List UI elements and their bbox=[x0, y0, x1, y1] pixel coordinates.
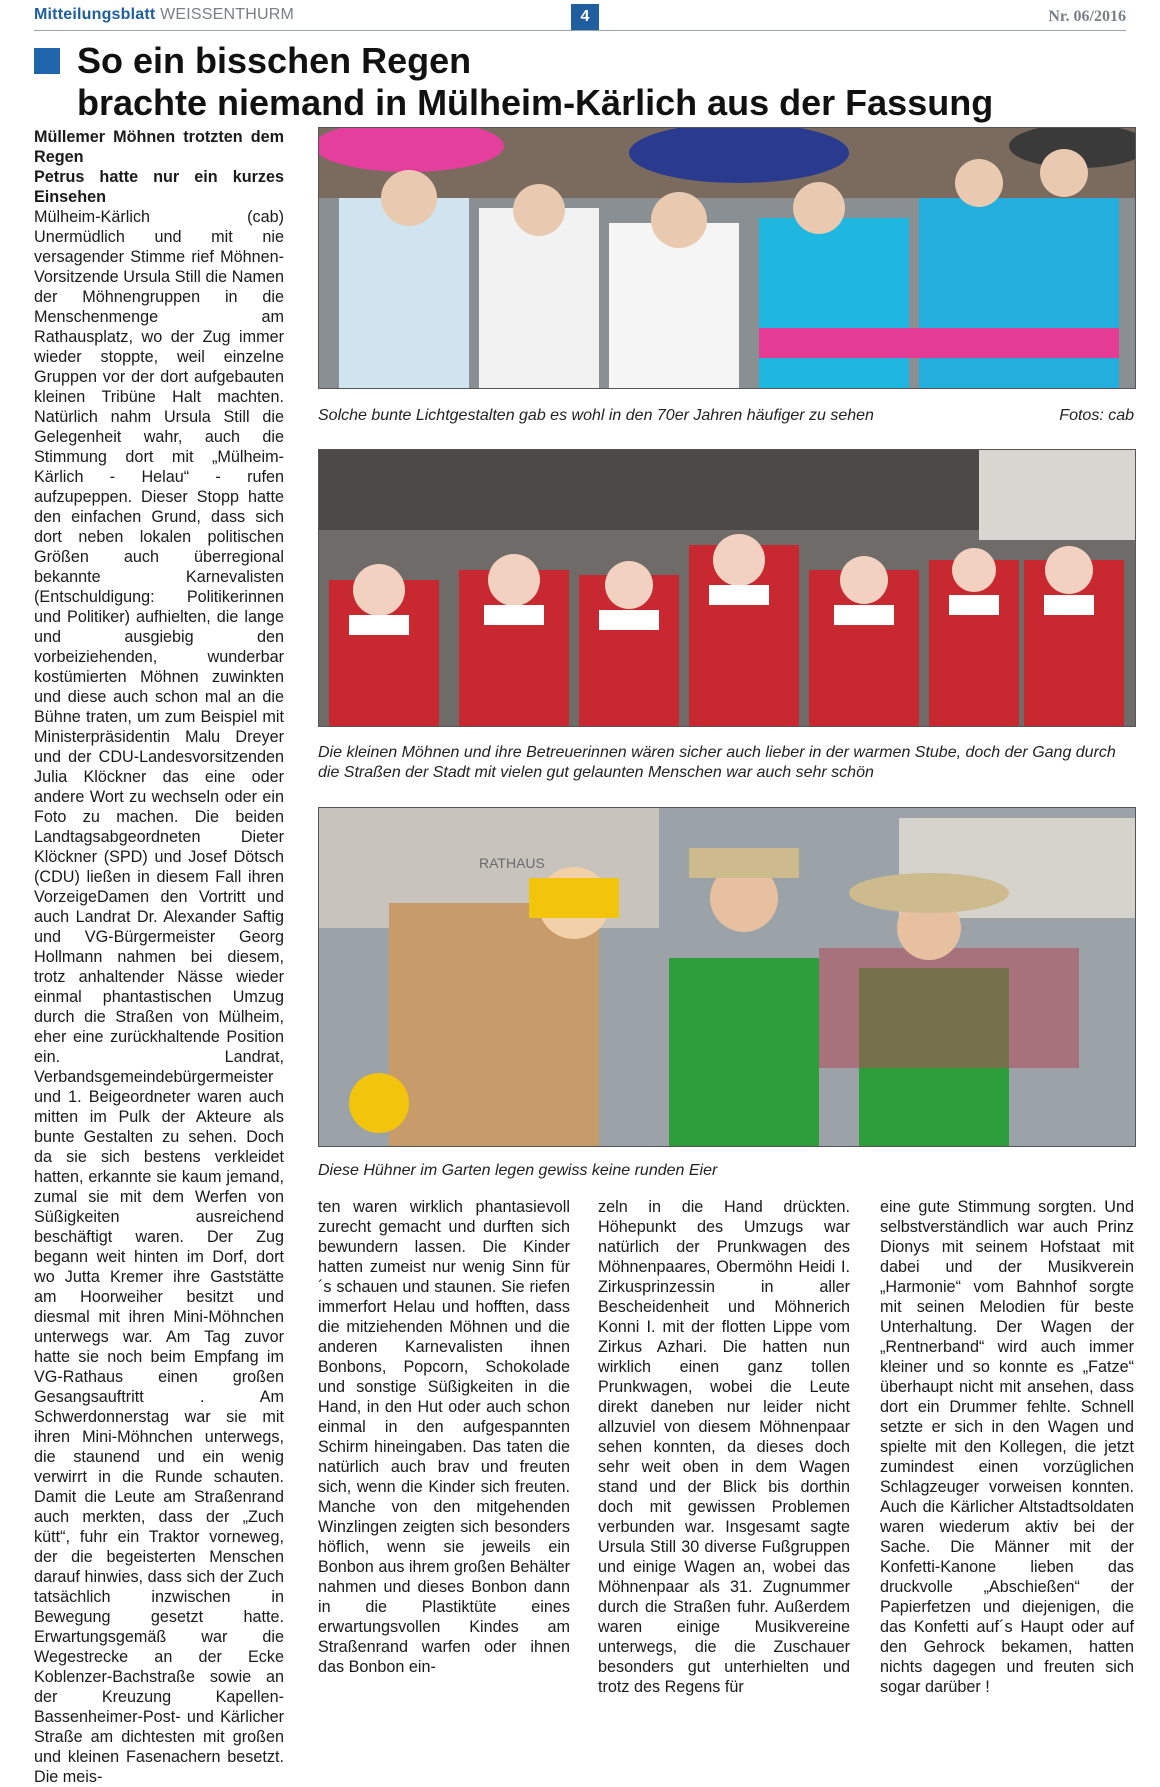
headline-line-2: brachte niemand in Mülheim-Kärlich aus der Fassung bbox=[77, 82, 994, 123]
subheading-1: Müllemer Möhnen trotzten dem Regen bbox=[34, 128, 284, 166]
photo-2-illustration bbox=[319, 450, 1135, 726]
page-number: 4 bbox=[571, 4, 599, 30]
photo-3-caption: Diese Hühner im Garten legen gewiss keine runden Eier bbox=[318, 1162, 718, 1179]
headline-square-icon bbox=[34, 48, 60, 74]
photo-1-illustration bbox=[319, 128, 1135, 388]
photo-little-moehnen bbox=[318, 449, 1136, 727]
subheading-2: Petrus hatte nur ein kurzes Einsehen bbox=[34, 168, 284, 206]
photo-1-caption bbox=[318, 406, 1134, 426]
town-name: WEISSENTHURM bbox=[160, 6, 295, 23]
article-column-2 bbox=[318, 1197, 570, 1677]
headline-text bbox=[77, 40, 993, 124]
photo-credit: Fotos: cab bbox=[1059, 407, 1134, 424]
rathaus-sign: RATHAUS bbox=[479, 855, 545, 871]
publication-title bbox=[34, 6, 294, 24]
article-column-3 bbox=[598, 1197, 850, 1697]
publication-name: Mitteilungsblatt bbox=[34, 6, 156, 23]
headline-line-1: So ein bisschen Regen bbox=[77, 40, 472, 81]
photo-2-caption: Die kleinen Möhnen und ihre Betreuerinnen wären sicher auch lieber in der warmen Stube, doch der Gang durch die Straßen der Stadt mit vielen gut gelaunten Menschen war auch sehr schön bbox=[318, 744, 1116, 781]
column-4-text: eine gute Stimmung sorgten. Und selbstverständlich war auch Prinz Dionys mit seinem Hofstaat mit dabei und der Musikverein „Harmonie“ vom Bahnhof sorgte mit seinen Melodien für beste Unterhaltung. Der Wagen der „Rentnerband“ wird auch immer kleiner und so konnte es „Fatze“ überhaupt nicht mit ansehen, dass dort ein Drummer fehlte. Schnell setzte er sich in den Wagen und spielte mit den Kollegen, die jetzt zumindest einen vorzüglichen Schlagzeuger vorweisen konnten. Auch die Kärlicher Altstadtsoldaten waren wiederum aktiv bei der Sache. Die Männer mit der Konfetti-Kanone lieben das druckvolle „Abschießen“ der Papierfetzen und diejenigen, die das Konfetti auf´s Haupt oder auf den Gehrock bekamen, hatten nichts dagegen und freuten sich sogar darüber ! bbox=[880, 1198, 1134, 1696]
article-column-1 bbox=[34, 127, 284, 1787]
photo-1-caption-text: Solche bunte Lichtgestalten gab es wohl in den 70er Jahren häufiger zu sehen bbox=[318, 407, 874, 424]
page-header bbox=[34, 4, 1126, 31]
photo-moehnen-costumes bbox=[318, 127, 1136, 389]
column-3-text: zeln in die Hand drückten. Höhepunkt des Umzugs war natürlich der Prunkwagen des Möhnenpaares, Obermöhn Heidi I. Zirkusprinzessin in aller Bescheidenheit und Möhnerich Konni I. mit der flotten Lippe vom Zirkus Azhari. Die hatten nun wirklich einen ganz tollen Prunkwagen, wobei die Leute direkt daneben nur leider nicht allzuviel von diesem Möhnenpaar sehen konnten, da dieses doch sehr weit oben in dem Wagen stand und der Blick bis dorthin doch mit gewissen Problemen verbunden war. Insgesamt sagte Ursula Still 30 diverse Fußgruppen und einige Wagen an, wobei das Möhnenpaar als 31. Zugnummer durch die Straßen fuhr. Außerdem waren einige Musikvereine unterwegs, die die Zuschauer besonders gut unterhielten und trotz des Regens für bbox=[598, 1198, 850, 1696]
photo-chicken-costumes bbox=[318, 807, 1136, 1147]
column-2-text: ten waren wirklich phantasievoll zurecht gemacht und durften sich bewundern lassen. Die Kinder hatten zumeist nur wenig Sinn für´s schauen und staunen. Sie riefen immerfort Helau und hofften, dass die mitziehenden Möhnen und die anderen Karnevalisten ihnen Bonbons, Popcorn, Schokolade und sonstige Süßigkeiten in die Hand, in den Hut oder auch schon einmal in den aufgespannten Schirm hineingaben. Das taten die natürlich auch brav und freuten sich, wenn die Kinder sich freuten. Manche von den mitgehenden Winzlingen zeigten sich besonders höflich, wenn sie jeweils ein Bonbon aus ihrem großen Behälter nahmen und dieses Bonbon dann in die Plastiktüte eines erwartungsvollen Kindes am Straßenrand warfen oder ihnen das Bonbon ein- bbox=[318, 1198, 570, 1676]
column-1-text: Mülheim-Kärlich (cab) Unermüdlich und mit nie versagender Stimme rief Möhnen-Vorsitzende Ursula Still die Namen der Möhnengruppen in die Menschenmenge am Rathausplatz, wo der Zug immer wieder stoppte, weil einzelne Gruppen vor der dort aufgebauten kleinen Tribüne Halt machten. Natürlich nahm Ursula Still die Gelegenheit wahr, auch die Stimmung dort mit „Mülheim-Kärlich - Helau“ - rufen aufzupeppen. Dieser Stopp hatte den einfachen Grund, dass sich dort neben lokalen politischen Größen auch überregional bekannte Karnevalisten (Entschuldigung: Politikerinnen und Politiker) aufhielten, die lange und ausgiebig den vorbeiziehenden, wunderbar kostümierten Möhnen zuwinkten und diese auch schon mal an die Bühne traten, um zum Beispiel mit Ministerpräsidentin Malu Dreyer und der CDU-Landesvorsitzenden Julia Klöckner das eine oder andere Wort zu wechseln oder ein Foto zu machen. Die beiden Landtagsabgeordneten Dieter Klöckner (SPD) und Josef Dötsch (CDU) ließen in diesem Fall ihren VorzeigeDamen den Vortritt und auch Landrat Dr. Alexander Saftig und VG-Bürgermeister Georg Hollmann nahmen bei diesem, trotz anhaltender Nässe wieder einmal phantastischen Umzug durch die Straßen von Mülheim, eher eine zurückhaltende Position ein. Landrat, Verbandsgemeindebürgermeister und 1. Beigeordneter waren auch mitten im Pulk der Akteure als bunte Gestalten zu sehen. Doch da sie sich bestens verkleidet hatten, erkannte sie kaum jemand, zumal sie mit dem Werfen von Süßigkeiten ausreichend beschäftigt waren. Der Zug begann weit hinten im Dorf, dort wo Jutta Kremer ihre Gaststätte am Hoorweiher besitzt und diesmal mit ihren Mini-Möhnchen unterwegs war. Am Tag zuvor hatte sie noch beim Empfang im VG-Rathaus einen großen Gesangsauftritt . Am Schwerdonnerstag war sie mit ihren Mini-Möhnchen unterwegs, die staunend und ein wenig verwirrt in die Runde schauten. Damit die Leute am Straßenrand auch merkten, dass der „Zuch kütt“, fuhr ein Traktor vorneweg, der die begeisterten Menschen darauf hinwies, dass sich der Zuch tatsächlich inzwischen in Bewegung gesetzt hatte. Erwartungsgemäß war die Wegestrecke an der Ecke Koblenzer-Bachstraße sowie an der Kreuzung Kapellen- Bassenheimer-Post- und Kärlicher Straße am dichtesten mit großen und kleinen Fasenachern besetzt. Die meis- bbox=[34, 208, 284, 1786]
issue-number: Nr. 06/2016 bbox=[1048, 8, 1126, 25]
photo-3-illustration bbox=[319, 808, 1135, 1146]
article-column-4 bbox=[880, 1197, 1134, 1697]
